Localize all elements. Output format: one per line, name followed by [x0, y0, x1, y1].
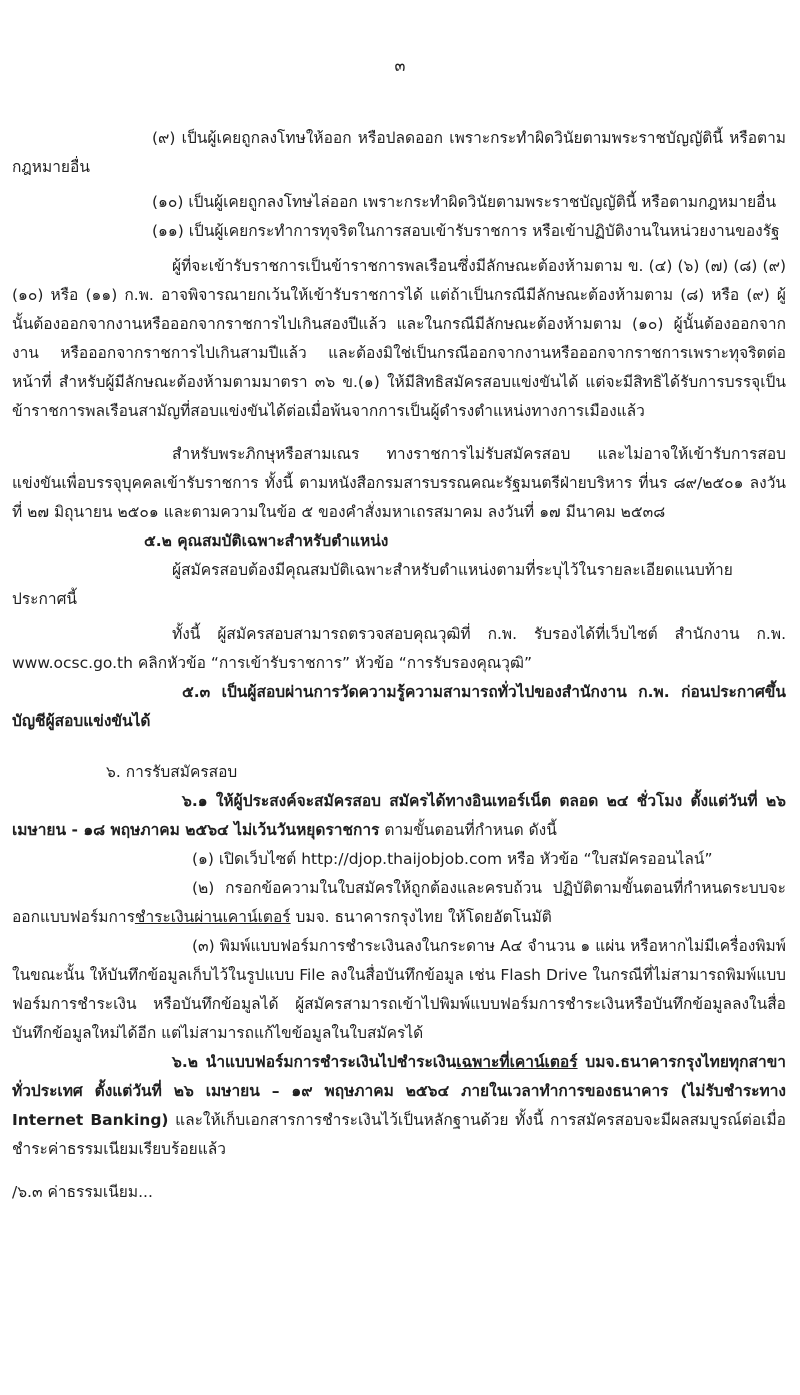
qualification-paragraph: ผู้สมัครสอบต้องมีคุณสมบัติเฉพาะสำหรับตำแหน่งตามที่ระบุไว้ในรายละเอียดแนบท้ายประกาศนี้ [12, 561, 733, 608]
qualification-check-paragraph: ทั้งนี้ ผู้สมัครสอบสามารถตรวจสอบคุณวุฒิที่ ก.พ. รับรองได้ที่เว็บไซต์ สำนักงาน ก.พ. www.ocsc.go.th คลิกหัวข้อ “การเข้ารับราชการ” หัวข้อ “การรับรองคุณวุฒิ” [12, 625, 786, 672]
clause-10: (๑๐) เป็นผู้เคยถูกลงโทษไล่ออก เพราะกระทำผิดวินัยตามพระราชบัญญัตินี้ หรือตามกฎหมายอื่น [152, 193, 777, 211]
page-number: ๓ [394, 56, 406, 75]
clause-6-2 [12, 1048, 786, 1164]
clause-6-2-text: ๖.๒ นำแบบฟอร์มการชำระเงินไปชำระเงิน [172, 1053, 457, 1071]
exception-paragraph: ผู้ที่จะเข้ารับราชการเป็นข้าราชการพลเรือนซึ่งมีลักษณะต้องห้ามตาม ข. (๔) (๖) (๗) (๘) (๙) (๑๐) หรือ (๑๑) ก.พ. อาจพิจารณายกเว้นให้เข้ารับราชการได้ แต่ถ้าเป็นกรณีมีลักษณะต้องห้ามตาม (๘) หรือ (๙) ผู้นั้นต้องออกจากงานหรือออกจากราชการไปเกินสองปีแล้ว และในกรณีมีลักษณะต้องห้ามตาม (๑๐) ผู้นั้นต้องออกจากงาน หรือออกจากราชการไปเกินสามปีแล้ว และต้องมิใช่เป็นกรณีออกจากงานหรือออกจากราชการเพราะทุจริตต่อหน้าที่ สำหรับผู้มีลักษณะต้องห้ามตามมาตรา ๓๖ ข.(๑) ให้มีสิทธิสมัครสอบแข่งขันได้ แต่จะมีสิทธิได้รับการบรรจุเป็นข้าราชการพลเรือนสามัญที่สอบแข่งขันได้ต่อเมื่อพ้นจากการเป็นผู้ดำรงตำแหน่งทางการเมืองแล้ว [12, 257, 786, 420]
document-body [12, 124, 786, 1207]
step-3: (๓) พิมพ์แบบฟอร์มการชำระเงินลงในกระดาษ A๔ จำนวน ๑ แผ่น หรือหากไม่มีเครื่องพิมพ์ในขณะนั้น ให้บันทึกข้อมูลเก็บไว้ในรูปแบบ File ลงในสื่อบันทึกข้อมูล เช่น Flash Drive ในกรณีที่ไม่สามารถพิมพ์แบบฟอร์มการชำระเงิน หรือบันทึกข้อมูลได้ ผู้สมัครสามารถเข้าไปพิมพ์แบบฟอร์มการชำระเงินหรือบันทึกข้อมูลลงในสื่อบันทึกข้อมูลใหม่ได้อีก แต่ไม่สามารถแก้ไขข้อมูลในใบสมัครได้ [12, 937, 786, 1042]
clause-5-3: ๕.๓ เป็นผู้สอบผ่านการวัดความรู้ความสามารถทั่วไปของสำนักงาน ก.พ. ก่อนประกาศขึ้นบัญชีผู้สอบแข่งขันได้ [12, 683, 786, 730]
clause-6-2-tail: และให้เก็บเอกสารการชำระเงินไว้เป็นหลักฐานด้วย ทั้งนี้ การสมัครสอบจะมีผลสมบูรณ์ต่อเมื่อชำระค่าธรรมเนียมเรียบร้อยแล้ว [12, 1111, 786, 1158]
clause-11: (๑๑) เป็นผู้เคยกระทำการทุจริตในการสอบเข้ารับราชการ หรือเข้าปฏิบัติงานในหน่วยงานของรัฐ [152, 222, 780, 240]
step-2-underlined: ชำระเงินผ่านเคาน์เตอร์ [134, 908, 291, 926]
step-2-text: (๒) กรอกข้อความในใบสมัครให้ถูกต้องและครบถ้วน ปฏิบัติตามขั้นตอนที่กำหนดระบบจะออกแบบฟอร์มการ [12, 879, 786, 926]
heading-5-2: ๕.๒ คุณสมบัติเฉพาะสำหรับตำแหน่ง [144, 532, 389, 550]
clause-6-1-text: ๖.๑ ให้ผู้ประสงค์จะสมัครสอบ สมัครได้ทางอินเทอร์เน็ต ตลอด ๒๔ ชั่วโมง ตั้งแต่วันที่ ๒๖ เมษายน - ๑๘ พฤษภาคม ๒๕๖๔ ไม่เว้นวันหยุดราชการ [12, 792, 786, 839]
clause-6-1-tail: ตามขั้นตอนที่กำหนด ดังนี้ [379, 821, 557, 839]
heading-6: ๖. การรับสมัครสอบ [106, 763, 238, 781]
clause-6-1 [12, 787, 786, 845]
clause-6-2-underlined: เฉพาะที่เคาน์เตอร์ [456, 1053, 578, 1071]
clause-9: (๙) เป็นผู้เคยถูกลงโทษให้ออก หรือปลดออก เพราะกระทำผิดวินัยตามพระราชบัญญัตินี้ หรือตามกฎหมายอื่น [12, 129, 786, 176]
monks-paragraph: สำหรับพระภิกษุหรือสามเณร ทางราชการไม่รับสมัครสอบ และไม่อาจให้เข้ารับการสอบแข่งขันเพื่อบรรจุบุคคลเข้ารับราชการ ทั้งนี้ ตามหนังสือกรมสารบรรณคณะรัฐมนตรีฝ่ายบริหาร ที่นร ๘๙/๒๕๐๑ ลงวันที่ ๒๗ มิถุนายน ๒๕๐๑ และตามความในข้อ ๕ ของคำสั่งมหาเถรสมาคม ลงวันที่ ๑๗ มีนาคม ๒๕๓๘ [12, 445, 786, 521]
step-2 [12, 874, 786, 932]
continuation-note: /๖.๓ ค่าธรรมเนียม... [12, 1183, 153, 1201]
step-2-tail: บมจ. ธนาคารกรุงไทย ให้โดยอัตโนมัติ [290, 908, 552, 926]
step-1: (๑) เปิดเว็บไซต์ http://djop.thaijobjob.com หรือ หัวข้อ “ใบสมัครออนไลน์” [192, 850, 713, 868]
clause-6-2-bold-tail: บมจ.ธนาคารกรุงไทยทุกสาขาทั่วประเทศ ตั้งแต่วันที่ ๒๖ เมษายน – ๑๙ พฤษภาคม ๒๕๖๔ ภายในเวลาทำการของธนาคาร (ไม่รับชำระทาง Internet Banking) [12, 1053, 786, 1129]
